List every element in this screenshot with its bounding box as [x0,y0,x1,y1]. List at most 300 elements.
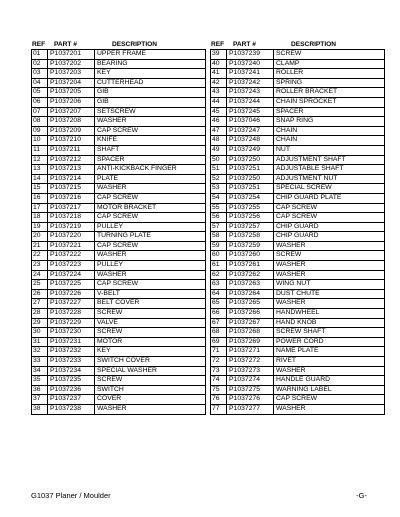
ref-cell: 46 [211,117,227,126]
table-row [211,184,385,194]
description-cell: CAP SCREW [95,127,206,136]
header-description: DESCRIPTION [291,41,337,48]
part-number-cell: P1037261 [227,261,274,270]
ref-cell: 13 [32,165,48,174]
description-cell: CLAMP [274,60,385,69]
table-row [211,367,385,377]
ref-cell: 07 [32,108,48,117]
table-row [211,338,385,348]
description-cell: CAP SCREW [95,242,206,251]
ref-cell: 48 [211,136,227,145]
parts-table-left [31,40,206,415]
description-cell: KEY [95,347,206,356]
description-cell: GIB [95,98,206,107]
table-row [211,146,385,156]
table-row [32,156,206,166]
description-cell: MOTOR BRACKET [95,204,206,213]
description-cell: WARNING LABEL [274,386,385,395]
part-number-cell: P1037244 [227,98,274,107]
table-row [211,156,385,166]
ref-cell: 60 [211,251,227,260]
table-row [32,357,206,367]
part-number-cell: P1037267 [227,319,274,328]
part-number-cell: P1037211 [48,146,95,155]
table-row [211,328,385,338]
ref-cell: 02 [32,60,48,69]
part-number-cell: P1037239 [227,50,274,59]
ref-cell: 26 [32,290,48,299]
description-cell: CAP SCREW [95,280,206,289]
part-number-cell: P1037248 [227,136,274,145]
description-cell: ADJUSTMENT SHAFT [274,156,385,165]
ref-cell: 74 [211,376,227,385]
table-row [32,136,206,146]
part-number-cell: P1037214 [48,175,95,184]
ref-cell: 08 [32,117,48,126]
ref-cell: 54 [211,194,227,203]
table-row [211,299,385,309]
ref-cell: 68 [211,328,227,337]
part-number-cell: P1037228 [48,309,95,318]
table-row [211,204,385,214]
table-row [32,194,206,204]
description-cell: WASHER [95,184,206,193]
description-cell: RIVET [274,357,385,366]
description-cell: HANDLE GUARD [274,376,385,385]
description-cell: SNAP RING [274,117,385,126]
ref-cell: 20 [32,232,48,241]
ref-cell: 33 [32,357,48,366]
part-number-cell: P1037251 [227,165,274,174]
part-number-cell: P1037218 [48,213,95,222]
part-number-cell: P1037263 [227,280,274,289]
part-number-cell: P1037268 [227,328,274,337]
table-row [32,108,206,118]
table-row [32,299,206,309]
description-cell: WASHER [95,405,206,414]
ref-cell: 37 [32,395,48,404]
description-cell: SETSCREW [95,108,206,117]
table-row [211,386,385,396]
ref-cell: 30 [32,328,48,337]
part-number-cell: P1037203 [48,69,95,78]
table-row [211,251,385,261]
part-number-cell: P1037226 [48,290,95,299]
ref-cell: 56 [211,213,227,222]
ref-cell: 21 [32,242,48,251]
table-row [211,69,385,79]
ref-cell: 16 [32,194,48,203]
part-number-cell: P1037237 [48,395,95,404]
ref-cell: 19 [32,223,48,232]
header-description: DESCRIPTION [112,41,158,48]
description-cell: SPACER [274,108,385,117]
ref-cell: 53 [211,184,227,193]
ref-cell: 05 [32,88,48,97]
description-cell: V-BELT [95,290,206,299]
ref-cell: 58 [211,232,227,241]
ref-cell: 40 [211,60,227,69]
ref-cell: 75 [211,386,227,395]
ref-cell: 76 [211,395,227,404]
footer-page-number: -G- [356,491,367,500]
part-number-cell: P1037208 [48,117,95,126]
table-row [211,117,385,127]
ref-cell: 43 [211,88,227,97]
table-row [32,290,206,300]
ref-cell: 23 [32,261,48,270]
part-number-cell: P1037249 [227,146,274,155]
table-row [32,395,206,405]
part-number-cell: P1037236 [48,386,95,395]
part-number-cell: P1037212 [48,156,95,165]
description-cell: CAP SCREW [95,194,206,203]
ref-cell: 51 [211,165,227,174]
table-row [32,213,206,223]
description-cell: WASHER [95,271,206,280]
table-row [211,261,385,271]
ref-cell: 73 [211,367,227,376]
description-cell: WASHER [274,367,385,376]
table-row [32,98,206,108]
description-cell: SCREW [95,328,206,337]
ref-cell: 28 [32,309,48,318]
part-number-cell: P1037273 [227,367,274,376]
part-number-cell: P1037254 [227,194,274,203]
table-row [211,405,385,415]
table-row [32,386,206,396]
table-row [32,146,206,156]
table-row [211,232,385,242]
table-row [32,251,206,261]
ref-cell: 66 [211,309,227,318]
description-cell: ANTI-KICKBACK FINGER [95,165,206,174]
ref-cell: 44 [211,98,227,107]
description-cell: CHIP GUARD [274,232,385,241]
part-number-cell: P1037275 [227,386,274,395]
ref-cell: 59 [211,242,227,251]
part-number-cell: P1037274 [227,376,274,385]
table-row [211,280,385,290]
description-cell: CUTTERHEAD [95,79,206,88]
description-cell: SPRING [274,79,385,88]
description-cell: CHAIN SPROCKET [274,98,385,107]
description-cell: WASHER [274,242,385,251]
table-row [211,165,385,175]
table-row [32,347,206,357]
description-cell: SPECIAL WASHER [95,367,206,376]
part-number-cell: P1037241 [227,69,274,78]
ref-cell: 29 [32,319,48,328]
table-row [211,223,385,233]
ref-cell: 24 [32,271,48,280]
description-cell: ROLLER [274,69,385,78]
description-cell: ROLLER BRACKET [274,88,385,97]
ref-cell: 50 [211,156,227,165]
part-number-cell: P1037231 [48,338,95,347]
part-number-cell: P1037257 [227,223,274,232]
table-row [32,204,206,214]
part-number-cell: P1037250 [227,175,274,184]
table-row [32,117,206,127]
table-row [211,136,385,146]
table-row [211,376,385,386]
ref-cell: 03 [32,69,48,78]
table-row [32,69,206,79]
description-cell: CAP SCREW [95,213,206,222]
part-number-cell: P1037242 [227,79,274,88]
table-row [211,108,385,118]
part-number-cell: P1037046 [227,117,274,126]
table-body [31,49,206,415]
ref-cell: 14 [32,175,48,184]
ref-cell: 39 [211,50,227,59]
table-row [32,338,206,348]
part-number-cell: P1037201 [48,50,95,59]
description-cell: ADJUSTMENT NUT [274,175,385,184]
header-part: PART # [54,41,77,48]
part-number-cell: P1037276 [227,395,274,404]
ref-cell: 36 [32,386,48,395]
table-row [32,79,206,89]
ref-cell: 09 [32,127,48,136]
header-part: PART # [233,41,256,48]
table-row [211,319,385,329]
description-cell: MOTOR [95,338,206,347]
table-row [32,405,206,415]
table-row [32,127,206,137]
table-row [32,184,206,194]
description-cell: CAP SCREW [274,204,385,213]
part-number-cell: P1037221 [48,242,95,251]
description-cell: SCREW [274,251,385,260]
part-number-cell: P1037260 [227,251,274,260]
part-number-cell: P1037213 [48,165,95,174]
table-row [32,261,206,271]
description-cell: SPACER [95,156,206,165]
ref-cell: 62 [211,271,227,280]
description-cell: UPPER FRAME [95,50,206,59]
table-row [211,98,385,108]
part-number-cell: P1037269 [227,338,274,347]
part-number-cell: P1037205 [48,88,95,97]
part-number-cell: P1037202 [48,60,95,69]
part-number-cell: P1037256 [227,213,274,222]
table-row [32,242,206,252]
description-cell: DUST CHUTE [274,290,385,299]
footer-title: G1037 Planer / Moulder [31,491,111,500]
header-ref: REF [211,41,225,48]
table-row [32,328,206,338]
description-cell: WING NUT [274,280,385,289]
part-number-cell: P1037230 [48,328,95,337]
table-row [211,347,385,357]
part-number-cell: P1037245 [227,108,274,117]
table-row [211,242,385,252]
ref-cell: 25 [32,280,48,289]
table-row [32,50,206,60]
table-row [32,60,206,70]
description-cell: SWITCH [95,386,206,395]
ref-cell: 38 [32,405,48,414]
ref-cell: 06 [32,98,48,107]
ref-cell: 18 [32,213,48,222]
ref-cell: 34 [32,367,48,376]
ref-cell: 01 [32,50,48,59]
ref-cell: 42 [211,79,227,88]
ref-cell: 52 [211,175,227,184]
part-number-cell: P1037259 [227,242,274,251]
description-cell: HAND KNOB [274,319,385,328]
table-row [32,165,206,175]
part-number-cell: P1037232 [48,347,95,356]
description-cell: PULLEY [95,223,206,232]
part-number-cell: P1037251 [227,184,274,193]
description-cell: WASHER [274,261,385,270]
table-row [211,60,385,70]
table-row [32,223,206,233]
description-cell: SPECIAL SCREW [274,184,385,193]
table-row [32,376,206,386]
description-cell: VALVE [95,319,206,328]
description-cell: COVER [95,395,206,404]
part-number-cell: P1037234 [48,367,95,376]
part-number-cell: P1037238 [48,405,95,414]
ref-cell: 10 [32,136,48,145]
description-cell: PLATE [95,175,206,184]
ref-cell: 72 [211,357,227,366]
description-cell: KNIFE [95,136,206,145]
ref-cell: 63 [211,280,227,289]
table-row [32,280,206,290]
part-number-cell: P1037243 [227,88,274,97]
part-number-cell: P1037255 [227,204,274,213]
description-cell: WASHER [274,299,385,308]
part-number-cell: P1037247 [227,127,274,136]
description-cell: ADJUSTABLE SHAFT [274,165,385,174]
part-number-cell: P1037272 [227,357,274,366]
table-row [32,88,206,98]
table-body [210,49,385,415]
part-number-cell: P1037229 [48,319,95,328]
part-number-cell: P1037222 [48,251,95,260]
description-cell: WASHER [95,117,206,126]
table-row [211,271,385,281]
description-cell: CAP SCREW [274,213,385,222]
description-cell: SCREW [274,50,385,59]
description-cell: NAME PLATE [274,347,385,356]
parts-table-right [210,40,385,415]
part-number-cell: P1037277 [227,405,274,414]
part-number-cell: P1037209 [48,127,95,136]
table-row [32,319,206,329]
part-number-cell: P1037217 [48,204,95,213]
ref-cell: 65 [211,299,227,308]
part-number-cell: P1037266 [227,309,274,318]
part-number-cell: P1037225 [48,280,95,289]
part-number-cell: P1037219 [48,223,95,232]
ref-cell: 17 [32,204,48,213]
part-number-cell: P1037233 [48,357,95,366]
part-number-cell: P1037204 [48,79,95,88]
table-row [211,50,385,60]
description-cell: SCREW [95,376,206,385]
description-cell: TURNING PLATE [95,232,206,241]
ref-cell: 27 [32,299,48,308]
table-row [211,309,385,319]
ref-cell: 32 [32,347,48,356]
description-cell: SWITCH COVER [95,357,206,366]
table-row [32,309,206,319]
description-cell: PULLEY [95,261,206,270]
table-row [211,290,385,300]
ref-cell: 11 [32,146,48,155]
description-cell: GIB [95,88,206,97]
ref-cell: 77 [211,405,227,414]
ref-cell: 57 [211,223,227,232]
description-cell: CHAIN [274,136,385,145]
ref-cell: 15 [32,184,48,193]
description-cell: WASHER [95,251,206,260]
description-cell: POWER CORD [274,338,385,347]
description-cell: SHAFT [95,146,206,155]
part-number-cell: P1037240 [227,60,274,69]
part-number-cell: P1037264 [227,290,274,299]
table-row [211,88,385,98]
table-row [211,194,385,204]
ref-cell: 04 [32,79,48,88]
description-cell: CHIP GUARD [274,223,385,232]
description-cell: HANDWHEEL [274,309,385,318]
description-cell: BEARING [95,60,206,69]
part-number-cell: P1037206 [48,98,95,107]
description-cell: CHAIN [274,127,385,136]
table-header [210,40,385,49]
table-row [211,175,385,185]
part-number-cell: P1037210 [48,136,95,145]
description-cell: WASHER [274,405,385,414]
part-number-cell: P1037250 [227,156,274,165]
description-cell: SCREW SHAFT [274,328,385,337]
part-number-cell: P1037235 [48,376,95,385]
table-header [31,40,206,49]
table-row [211,127,385,137]
description-cell: SCREW [95,309,206,318]
description-cell: KEY [95,69,206,78]
ref-cell: 64 [211,290,227,299]
part-number-cell: P1037216 [48,194,95,203]
part-number-cell: P1037207 [48,108,95,117]
ref-cell: 41 [211,69,227,78]
description-cell: NUT [274,146,385,155]
ref-cell: 61 [211,261,227,270]
header-ref: REF [32,41,46,48]
ref-cell: 35 [32,376,48,385]
ref-cell: 55 [211,204,227,213]
description-cell: WASHER [274,271,385,280]
part-number-cell: P1037215 [48,184,95,193]
table-row [211,213,385,223]
part-number-cell: P1037223 [48,261,95,270]
part-number-cell: P1037271 [227,347,274,356]
ref-cell: 49 [211,146,227,155]
ref-cell: 47 [211,127,227,136]
ref-cell: 12 [32,156,48,165]
ref-cell: 22 [32,251,48,260]
part-number-cell: P1037265 [227,299,274,308]
table-row [32,271,206,281]
part-number-cell: P1037258 [227,232,274,241]
